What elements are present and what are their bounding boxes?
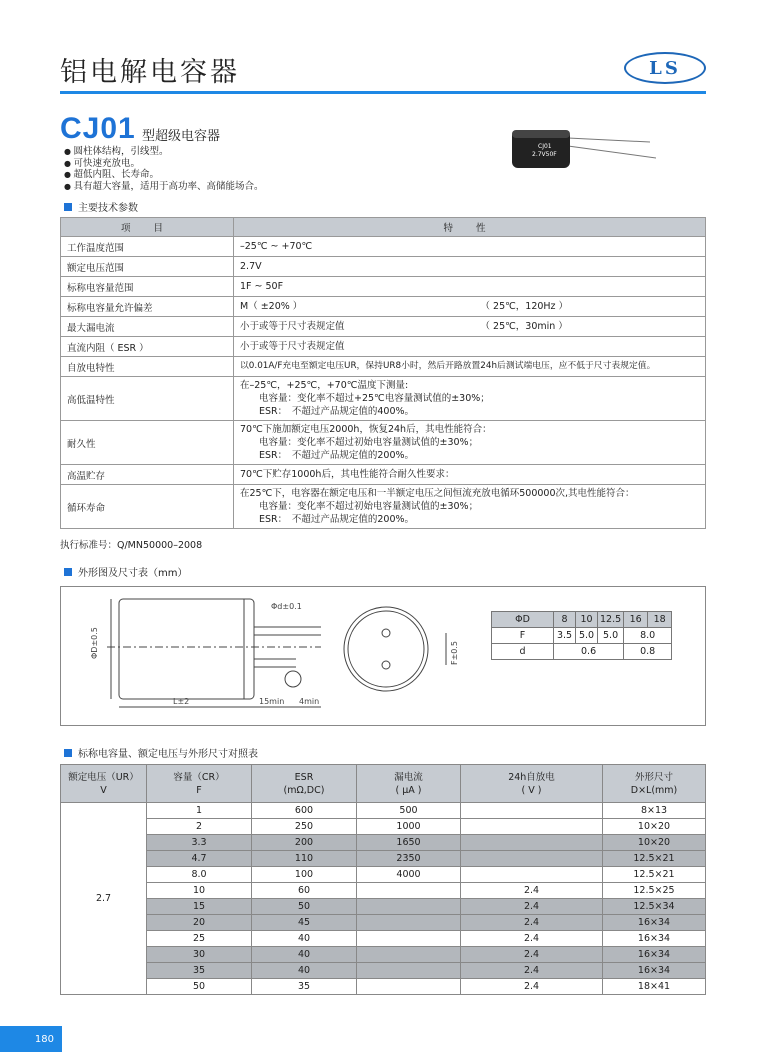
spec-key: 额定电压范围	[61, 257, 234, 277]
spec-table: 项 目 特 性 工作温度范围 –25℃ ~ +70℃ 额定电压范围 2.7V 标称电容量范围 1F ~ 50F 标称电容量允许偏差 M（ ±20% ） （ 25℃，120Hz ） 最大漏电流 小于或等于尺寸表规定值 （ 25℃，30min ） 直流内阻（ ESR ） 小于或等于尺寸表规定值 自放电特性 以0.01A/F充电至额定电压UR，保持UR8小时，然后开路放置24h后测试端电压，应不低于尺寸表规定值。 高低温特性 在–25℃，+25℃，+70℃温度下测量: 电容量：变化率不超过+25℃电容量测试值的±30%； ESR： 不超过产品规定值的400%。 耐久性 70℃下施加额定电压2000h，恢复24h后，其电性能符合： 电容量：变化率不超过初始电容量测试值的±30%； ESR： 不超过产品规定值的200%。 高温贮存 70℃下贮存1000h后，其电性能符合耐久性要求： 循环寿命 在25℃下，电容器在额定电压和一半额定电压之间恒流充放电循环500000次,其电性能符合： 电容量：变化率不超过初始电容量测试值的±30%； ESR： 不超过产品规定值的200%。	[60, 217, 706, 529]
spec-key: 工作温度范围	[61, 237, 234, 257]
spec-value: M（ ±20% ）	[240, 301, 303, 312]
dim-label-pitch: F±0.5	[450, 640, 459, 665]
col-header: 漏电流 ( μA )	[357, 765, 461, 803]
section-spec: 主要技术参数	[64, 199, 138, 214]
col-header: ESR (mΩ,DC)	[252, 765, 357, 803]
bullet-square-icon	[64, 749, 72, 757]
model-subtitle: 型超级电容器	[142, 129, 221, 144]
dim-label-length: L±2	[173, 697, 190, 706]
capacitance-table: 额定电压（UR） V 容量（CR） F ESR (mΩ,DC) 漏电流 ( μA ) 24h自放电 ( V ) 外形尺寸 D×L(mm) 2.7 1 600 500 8×13 2 250 1000 10×20 3.3 200 1650 10×20 4.7 110 2350 12.5×21 8.0 100 4000 12.5×21 10 60 2.4 12.5×25 15 50 2.4 12.5×34 20 45 2.4 16×34 25 40 2.4 16×34 30 40 2.4 16×34 35 40 2.4 16×34 50 35 2.4 18×41	[60, 764, 706, 995]
spec-value: 小于或等于尺寸表规定值	[234, 337, 706, 357]
spec-value: 小于或等于尺寸表规定值	[240, 321, 345, 332]
feature-item: ● 具有超大容量，适用于高功率、高储能场合。	[64, 181, 264, 193]
model-name: CJ01	[60, 112, 136, 145]
feature-item: ● 圆柱体结构，引线型。	[64, 146, 264, 158]
spec-key: 标称电容量允许偏差	[61, 297, 234, 317]
spec-value: –25℃ ~ +70℃	[234, 237, 706, 257]
brand-logo: LS	[624, 52, 706, 84]
spec-key: 自放电特性	[61, 357, 234, 377]
feature-list	[64, 146, 264, 192]
spec-head-item: 项 目	[61, 218, 234, 237]
spec-value: 70℃下贮存1000h后，其电性能符合耐久性要求：	[234, 465, 706, 485]
spec-value: 1F ~ 50F	[234, 277, 706, 297]
section-dim: 外形图及尺寸表（mm）	[64, 564, 187, 579]
spec-key: 高温贮存	[61, 465, 234, 485]
bullet-square-icon	[64, 203, 72, 211]
page-title: 铝电解电容器	[60, 57, 240, 88]
spec-key: 耐久性	[61, 421, 234, 465]
dim-label-gap: 4min	[299, 697, 320, 706]
section-table: 标称电容量、额定电压与外形尺寸对照表	[64, 745, 258, 760]
dim-label-diameter: ΦD±0.5	[90, 627, 99, 659]
col-header: 容量（CR） F	[147, 765, 252, 803]
cap-label-model: CJ01	[538, 143, 552, 150]
spec-head-char: 特 性	[234, 218, 706, 237]
capacitor-photo	[510, 128, 656, 170]
col-header: 额定电压（UR） V	[61, 765, 147, 803]
dimension-table: ΦD 8 10 12.5 16 18 F 3.5 5.0 5.0 8.0 d 0.6 0.8	[491, 611, 672, 660]
spec-key: 最大漏电流	[61, 317, 234, 337]
cap-label-rating: 2.7V50F	[532, 151, 557, 158]
col-header: 外形尺寸 D×L(mm)	[603, 765, 706, 803]
spec-value: 2.7V	[234, 257, 706, 277]
bullet-square-icon	[64, 568, 72, 576]
feature-item: ● 超低内阻、长寿命。	[64, 169, 264, 181]
spec-note: （ 25℃，30min ）	[480, 321, 568, 332]
spec-key: 高低温特性	[61, 377, 234, 421]
spec-value: 以0.01A/F充电至额定电压UR，保持UR8小时，然后开路放置24h后测试端电压，应不低于尺寸表规定值。	[234, 357, 706, 377]
spec-note: （ 25℃，120Hz ）	[480, 301, 569, 312]
feature-item: ● 可快速充放电。	[64, 158, 264, 170]
standard-number: 执行标准号：Q/MN50000–2008	[60, 540, 203, 551]
spec-key: 循环寿命	[61, 485, 234, 529]
dim-label-lead: 15min	[259, 697, 285, 706]
col-header: 24h自放电 ( V )	[461, 765, 603, 803]
voltage-cell: 2.7	[61, 803, 147, 995]
dim-label-lead-diameter: Φd±0.1	[271, 602, 302, 611]
spec-key: 标称电容量范围	[61, 277, 234, 297]
header-rule	[60, 91, 706, 94]
spec-key: 直流内阻（ ESR ）	[61, 337, 234, 357]
page-number: 180	[0, 1026, 62, 1052]
